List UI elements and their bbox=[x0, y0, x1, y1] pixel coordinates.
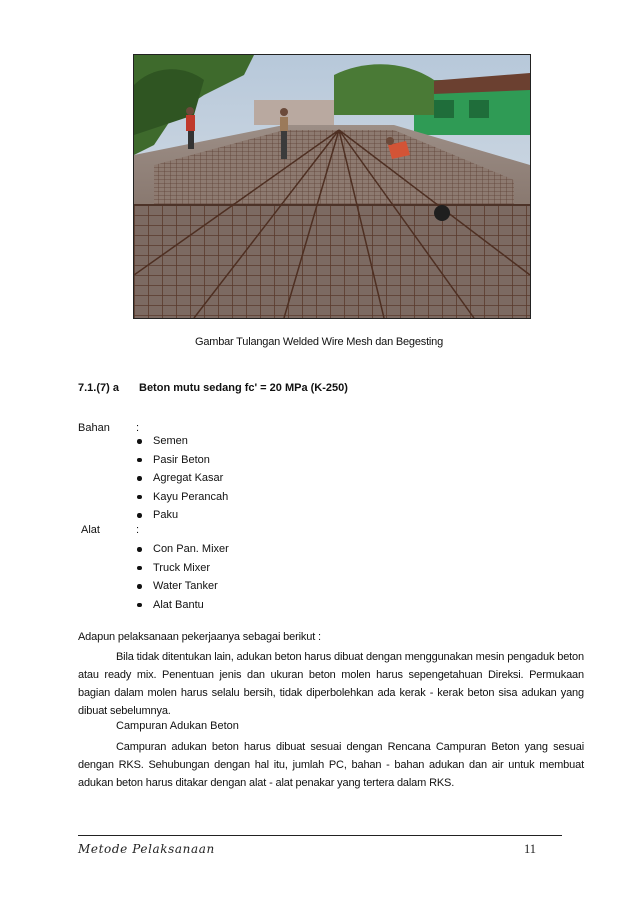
list-item: Alat Bantu bbox=[136, 596, 229, 615]
section-title: Beton mutu sedang fc' = 20 MPa (K-250) bbox=[139, 382, 348, 394]
list-item: Truck Mixer bbox=[136, 559, 229, 578]
list-item: Agregat Kasar bbox=[136, 469, 228, 488]
welded-mesh-photo bbox=[134, 55, 530, 318]
list-item: Pasir Beton bbox=[136, 451, 228, 470]
bahan-list bbox=[136, 432, 228, 525]
paragraph-1: Bila tidak ditentukan lain, adukan beton harus dibuat dengan menggunakan mesin pengaduk beton atau ready mix. Penentuan jenis dan ukuran beton molen harus sepengetahuan Direksi. Permukaan bagian dalam molen harus selalu bersih, tidak diperbolehkan ada kerak - kerak beton sisa adukan yang dibuat sebelumnya. bbox=[78, 651, 584, 717]
figure-photo bbox=[133, 54, 531, 319]
list-item: Con Pan. Mixer bbox=[136, 540, 229, 559]
alat-label: Alat bbox=[81, 524, 100, 536]
list-item: Paku bbox=[136, 506, 228, 525]
list-item: Semen bbox=[136, 432, 228, 451]
subheading: Campuran Adukan Beton bbox=[116, 720, 239, 732]
bahan-colon: : bbox=[136, 422, 140, 434]
paragraph-2: Campuran adukan beton harus dibuat sesuai dengan Rencana Campuran Beton yang sesuai dengan RKS. Sehubungan dengan hal itu, jumlah PC, bahan - bahan adukan dan air untuk membuat adukan beton harus ditakar dengan alat - alat penakar yang tertera dalam RKS. bbox=[78, 741, 584, 789]
bahan-label: Bahan bbox=[78, 422, 110, 434]
alat-colon: : bbox=[136, 524, 140, 536]
page-number: 11 bbox=[524, 842, 537, 856]
list-item: Water Tanker bbox=[136, 577, 229, 596]
section-heading bbox=[78, 382, 348, 394]
intro-text: Adapun pelaksanaan pekerjaanya sebagai berikut : bbox=[78, 631, 321, 643]
footer-divider bbox=[78, 835, 562, 836]
section-number: 7.1.(7) a bbox=[78, 382, 119, 394]
list-item: Kayu Perancah bbox=[136, 488, 228, 507]
figure-caption: Gambar Tulangan Welded Wire Mesh dan Begesting bbox=[194, 336, 444, 348]
footer-title: Metode Pelaksanaan bbox=[78, 842, 215, 856]
alat-list bbox=[136, 540, 229, 614]
